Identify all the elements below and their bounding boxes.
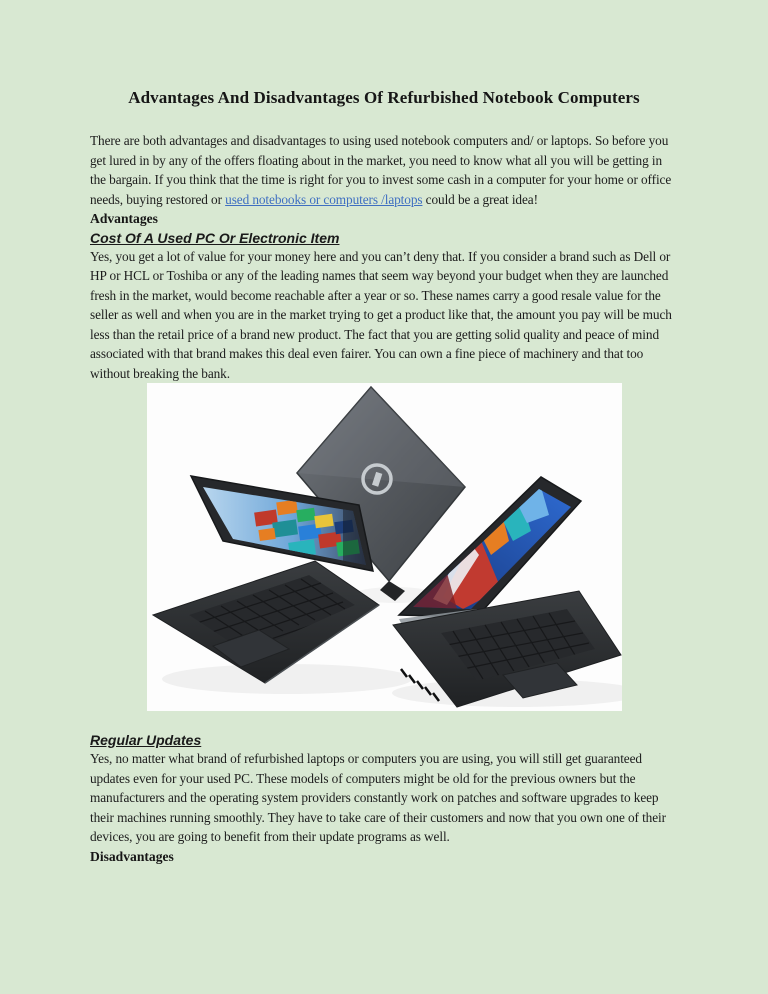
intro-paragraph <box>90 131 678 209</box>
three-refurbished-dell-laptops-photo <box>147 383 622 711</box>
advantages-heading: Advantages <box>90 211 158 226</box>
used-notebooks-link[interactable]: used notebooks or computers /laptops <box>225 191 423 207</box>
intro-text-after-link: could be a great idea! <box>422 191 538 207</box>
cost-section-heading: Cost Of A Used PC Or Electronic Item <box>90 229 340 246</box>
regular-updates-heading: Regular Updates <box>90 732 202 748</box>
disadvantages-heading: Disadvantages <box>90 848 174 864</box>
intro-text-before-link: There are both advantages and disadvantages to using used notebook computers and/ or laptops. So before you get lured in by any of the offers floating about in the market, you need to know what all you will be getting in the bargain. If you think that the time is right for you to invest some cash in a computer for your home or office needs, buying restored or <box>90 133 672 207</box>
regular-updates-paragraph: Yes, no matter what brand of refurbished laptops or computers you are using, you will still get guaranteed updates even for your used PC. These models of computers might be old for the previous owners but the manufacturers and the operating system providers constantly work on patches and software upgrades to keep their machines running smoothly. They have to take care of their customers and now that you own one of their devices, you are going to benefit from their update programs as well. <box>90 751 666 844</box>
cost-section-paragraph: Yes, you get a lot of value for your money here and you can’t deny that. If you consider a brand such as Dell or HP or HCL or Toshiba or any of the leading names that seem way beyond your budget when they are launched fresh in the market, would become reachable after a year or so. These names carry a good resale value for the seller as well and when you are in the market trying to get a product like that, the amount you pay will be much less than the retail price of a brand new product. The fact that you are getting solid quality and peace of mind associated with that brand makes this deal even fairer. You can own a fine piece of machinery and that too without breaking the bank. <box>90 248 672 381</box>
document-title: Advantages And Disadvantages Of Refurbished Notebook Computers <box>128 88 640 107</box>
